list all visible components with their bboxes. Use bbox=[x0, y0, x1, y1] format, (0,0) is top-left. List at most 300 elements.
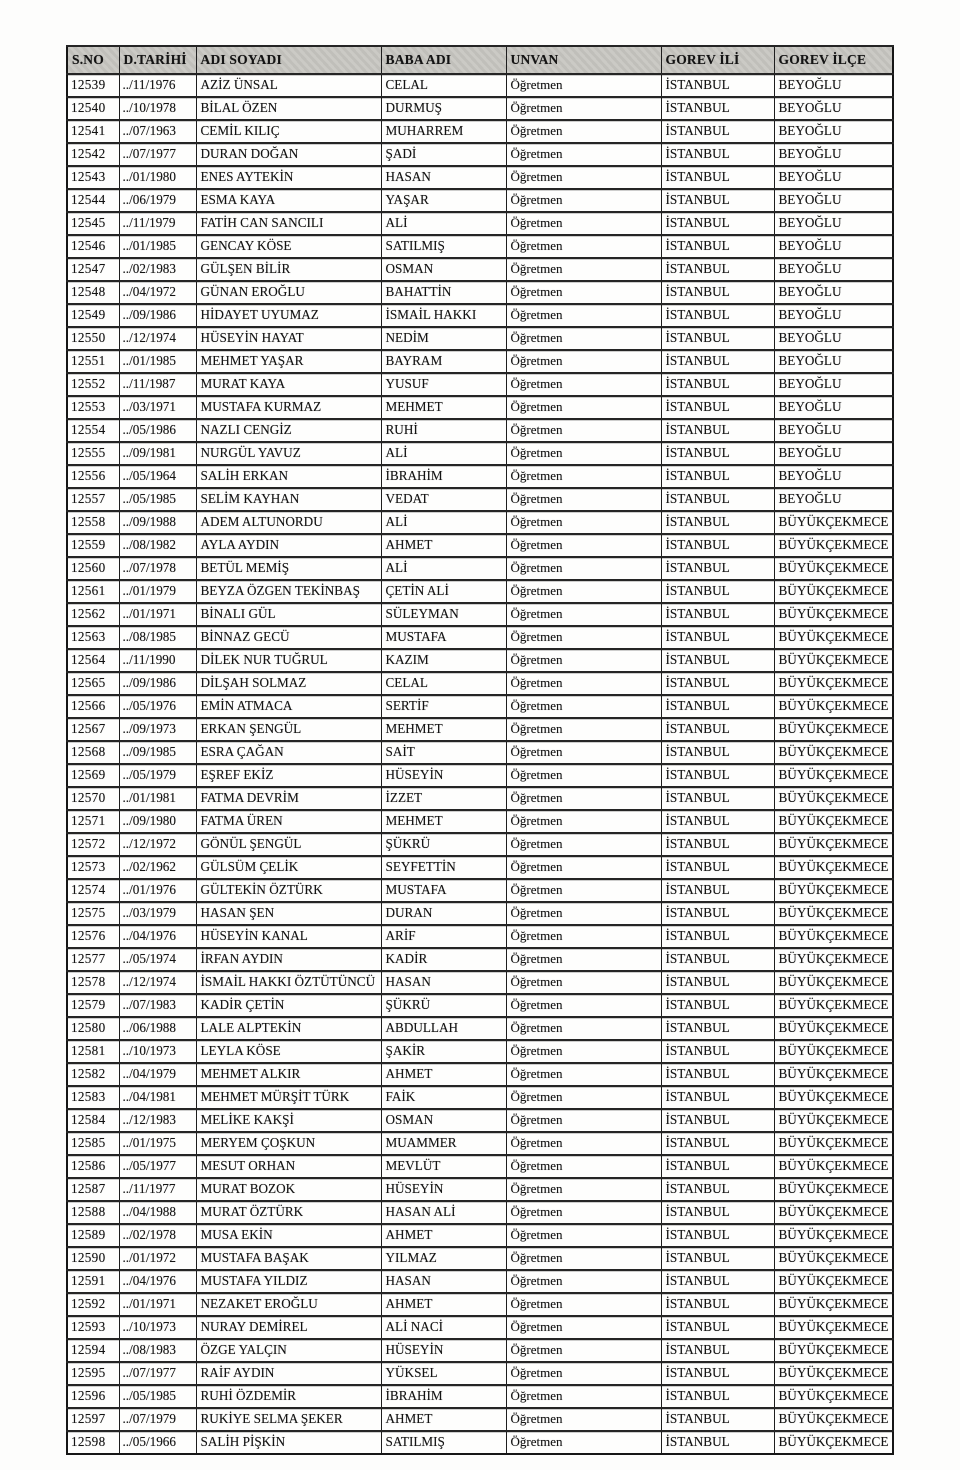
cell-duty-province: İSTANBUL bbox=[661, 764, 774, 787]
cell-full-name: AYLA AYDIN bbox=[196, 534, 381, 557]
cell-duty-district: BEYOĞLU bbox=[774, 373, 893, 396]
cell-father-name: HASAN bbox=[381, 1270, 506, 1293]
cell-duty-district: BÜYÜKÇEKMECE bbox=[774, 856, 893, 879]
cell-serial-no: 12566 bbox=[67, 695, 119, 718]
cell-duty-province: İSTANBUL bbox=[661, 1408, 774, 1431]
cell-birth-date: ../01/1971 bbox=[119, 603, 196, 626]
table-row bbox=[67, 948, 893, 971]
cell-serial-no: 12560 bbox=[67, 557, 119, 580]
table-row bbox=[67, 879, 893, 902]
cell-full-name: MURAT BOZOK bbox=[196, 1178, 381, 1201]
cell-title: Öğretmen bbox=[506, 488, 661, 511]
cell-title: Öğretmen bbox=[506, 1017, 661, 1040]
cell-title: Öğretmen bbox=[506, 1362, 661, 1385]
cell-duty-province: İSTANBUL bbox=[661, 120, 774, 143]
cell-duty-province: İSTANBUL bbox=[661, 97, 774, 120]
cell-father-name: MUHARREM bbox=[381, 120, 506, 143]
cell-duty-district: BÜYÜKÇEKMECE bbox=[774, 1017, 893, 1040]
cell-serial-no: 12569 bbox=[67, 764, 119, 787]
cell-father-name: NEDİM bbox=[381, 327, 506, 350]
cell-father-name: SEYFETTİN bbox=[381, 856, 506, 879]
cell-duty-district: BÜYÜKÇEKMECE bbox=[774, 787, 893, 810]
cell-birth-date: ../12/1974 bbox=[119, 971, 196, 994]
cell-birth-date: ../11/1979 bbox=[119, 212, 196, 235]
cell-title: Öğretmen bbox=[506, 1224, 661, 1247]
cell-duty-province: İSTANBUL bbox=[661, 534, 774, 557]
cell-title: Öğretmen bbox=[506, 948, 661, 971]
cell-duty-district: BÜYÜKÇEKMECE bbox=[774, 810, 893, 833]
cell-full-name: BİNNAZ GECÜ bbox=[196, 626, 381, 649]
cell-full-name: İRFAN AYDIN bbox=[196, 948, 381, 971]
cell-full-name: MEHMET ALKIR bbox=[196, 1063, 381, 1086]
cell-duty-district: BÜYÜKÇEKMECE bbox=[774, 879, 893, 902]
cell-serial-no: 12571 bbox=[67, 810, 119, 833]
cell-title: Öğretmen bbox=[506, 856, 661, 879]
cell-father-name: AHMET bbox=[381, 1408, 506, 1431]
cell-title: Öğretmen bbox=[506, 74, 661, 97]
cell-duty-district: BEYOĞLU bbox=[774, 304, 893, 327]
cell-birth-date: ../01/1985 bbox=[119, 350, 196, 373]
cell-duty-district: BÜYÜKÇEKMECE bbox=[774, 948, 893, 971]
table-row bbox=[67, 1086, 893, 1109]
cell-full-name: GENCAY KÖSE bbox=[196, 235, 381, 258]
cell-full-name: ERKAN ŞENGÜL bbox=[196, 718, 381, 741]
cell-full-name: ÖZGE YALÇIN bbox=[196, 1339, 381, 1362]
cell-duty-province: İSTANBUL bbox=[661, 1316, 774, 1339]
cell-serial-no: 12564 bbox=[67, 649, 119, 672]
cell-serial-no: 12542 bbox=[67, 143, 119, 166]
table-row bbox=[67, 304, 893, 327]
cell-duty-province: İSTANBUL bbox=[661, 879, 774, 902]
header-full-name: ADI SOYADI bbox=[196, 46, 381, 74]
table-row bbox=[67, 189, 893, 212]
cell-duty-district: BÜYÜKÇEKMECE bbox=[774, 1408, 893, 1431]
cell-duty-province: İSTANBUL bbox=[661, 649, 774, 672]
cell-birth-date: ../11/1987 bbox=[119, 373, 196, 396]
cell-title: Öğretmen bbox=[506, 350, 661, 373]
cell-title: Öğretmen bbox=[506, 465, 661, 488]
cell-duty-district: BEYOĞLU bbox=[774, 120, 893, 143]
cell-serial-no: 12545 bbox=[67, 212, 119, 235]
cell-full-name: İSMAİL HAKKI ÖZTÜTÜNCÜ bbox=[196, 971, 381, 994]
cell-birth-date: ../05/1977 bbox=[119, 1155, 196, 1178]
cell-serial-no: 12580 bbox=[67, 1017, 119, 1040]
cell-title: Öğretmen bbox=[506, 97, 661, 120]
cell-father-name: AHMET bbox=[381, 1293, 506, 1316]
cell-birth-date: ../12/1983 bbox=[119, 1109, 196, 1132]
cell-father-name: KADİR bbox=[381, 948, 506, 971]
cell-birth-date: ../03/1979 bbox=[119, 902, 196, 925]
cell-father-name: HASAN ALİ bbox=[381, 1201, 506, 1224]
cell-serial-no: 12544 bbox=[67, 189, 119, 212]
table-row bbox=[67, 1408, 893, 1431]
personnel-table bbox=[66, 45, 894, 1455]
cell-serial-no: 12567 bbox=[67, 718, 119, 741]
cell-father-name: SAİT bbox=[381, 741, 506, 764]
cell-birth-date: ../06/1988 bbox=[119, 1017, 196, 1040]
cell-birth-date: ../01/1985 bbox=[119, 235, 196, 258]
cell-duty-province: İSTANBUL bbox=[661, 672, 774, 695]
cell-duty-district: BEYOĞLU bbox=[774, 396, 893, 419]
cell-father-name: FAİK bbox=[381, 1086, 506, 1109]
cell-title: Öğretmen bbox=[506, 1431, 661, 1454]
cell-title: Öğretmen bbox=[506, 833, 661, 856]
table-row bbox=[67, 166, 893, 189]
cell-father-name: ALİ bbox=[381, 442, 506, 465]
cell-duty-province: İSTANBUL bbox=[661, 557, 774, 580]
cell-duty-district: BÜYÜKÇEKMECE bbox=[774, 1431, 893, 1454]
cell-serial-no: 12577 bbox=[67, 948, 119, 971]
cell-full-name: GÖNÜL ŞENGÜL bbox=[196, 833, 381, 856]
cell-father-name: İSMAİL HAKKI bbox=[381, 304, 506, 327]
table-row bbox=[67, 465, 893, 488]
table-row bbox=[67, 603, 893, 626]
cell-full-name: MUSA EKİN bbox=[196, 1224, 381, 1247]
cell-father-name: RUHİ bbox=[381, 419, 506, 442]
cell-title: Öğretmen bbox=[506, 764, 661, 787]
cell-serial-no: 12572 bbox=[67, 833, 119, 856]
cell-serial-no: 12561 bbox=[67, 580, 119, 603]
cell-duty-district: BÜYÜKÇEKMECE bbox=[774, 925, 893, 948]
cell-full-name: FATİH CAN SANCILI bbox=[196, 212, 381, 235]
table-row bbox=[67, 212, 893, 235]
cell-duty-district: BEYOĞLU bbox=[774, 97, 893, 120]
header-birth-date: D.TARİHİ bbox=[119, 46, 196, 74]
cell-full-name: ENES AYTEKİN bbox=[196, 166, 381, 189]
cell-title: Öğretmen bbox=[506, 1293, 661, 1316]
cell-father-name: İZZET bbox=[381, 787, 506, 810]
cell-serial-no: 12546 bbox=[67, 235, 119, 258]
cell-full-name: MUSTAFA BAŞAK bbox=[196, 1247, 381, 1270]
cell-birth-date: ../11/1990 bbox=[119, 649, 196, 672]
cell-duty-province: İSTANBUL bbox=[661, 833, 774, 856]
cell-birth-date: ../04/1981 bbox=[119, 1086, 196, 1109]
cell-duty-district: BÜYÜKÇEKMECE bbox=[774, 1178, 893, 1201]
cell-duty-district: BÜYÜKÇEKMECE bbox=[774, 672, 893, 695]
table-row bbox=[67, 488, 893, 511]
cell-title: Öğretmen bbox=[506, 1247, 661, 1270]
cell-duty-district: BEYOĞLU bbox=[774, 74, 893, 97]
cell-duty-district: BEYOĞLU bbox=[774, 350, 893, 373]
table-row bbox=[67, 925, 893, 948]
cell-duty-district: BEYOĞLU bbox=[774, 419, 893, 442]
cell-birth-date: ../05/1976 bbox=[119, 695, 196, 718]
cell-birth-date: ../07/1963 bbox=[119, 120, 196, 143]
cell-serial-no: 12589 bbox=[67, 1224, 119, 1247]
cell-birth-date: ../02/1983 bbox=[119, 258, 196, 281]
cell-full-name: MURAT ÖZTÜRK bbox=[196, 1201, 381, 1224]
cell-full-name: ESMA KAYA bbox=[196, 189, 381, 212]
cell-duty-district: BEYOĞLU bbox=[774, 143, 893, 166]
cell-title: Öğretmen bbox=[506, 166, 661, 189]
table-row bbox=[67, 281, 893, 304]
cell-duty-district: BÜYÜKÇEKMECE bbox=[774, 1224, 893, 1247]
cell-duty-district: BÜYÜKÇEKMECE bbox=[774, 1086, 893, 1109]
cell-serial-no: 12556 bbox=[67, 465, 119, 488]
cell-father-name: YUSUF bbox=[381, 373, 506, 396]
cell-title: Öğretmen bbox=[506, 1040, 661, 1063]
table-row bbox=[67, 580, 893, 603]
cell-father-name: BAHATTİN bbox=[381, 281, 506, 304]
cell-duty-province: İSTANBUL bbox=[661, 1385, 774, 1408]
cell-title: Öğretmen bbox=[506, 810, 661, 833]
cell-serial-no: 12596 bbox=[67, 1385, 119, 1408]
cell-full-name: MEHMET MÜRŞİT TÜRK bbox=[196, 1086, 381, 1109]
cell-title: Öğretmen bbox=[506, 235, 661, 258]
cell-birth-date: ../09/1981 bbox=[119, 442, 196, 465]
cell-title: Öğretmen bbox=[506, 994, 661, 1017]
cell-duty-province: İSTANBUL bbox=[661, 603, 774, 626]
cell-birth-date: ../10/1973 bbox=[119, 1316, 196, 1339]
cell-full-name: AZİZ ÜNSAL bbox=[196, 74, 381, 97]
cell-full-name: MELİKE KAKŞİ bbox=[196, 1109, 381, 1132]
cell-duty-province: İSTANBUL bbox=[661, 350, 774, 373]
table-row bbox=[67, 350, 893, 373]
cell-duty-province: İSTANBUL bbox=[661, 626, 774, 649]
cell-duty-province: İSTANBUL bbox=[661, 1362, 774, 1385]
table-row bbox=[67, 396, 893, 419]
cell-title: Öğretmen bbox=[506, 557, 661, 580]
table-row bbox=[67, 994, 893, 1017]
table-row bbox=[67, 1063, 893, 1086]
cell-birth-date: ../05/1985 bbox=[119, 488, 196, 511]
table-row bbox=[67, 1431, 893, 1454]
header-row bbox=[67, 46, 893, 74]
cell-birth-date: ../08/1985 bbox=[119, 626, 196, 649]
table-row bbox=[67, 1247, 893, 1270]
cell-title: Öğretmen bbox=[506, 511, 661, 534]
cell-full-name: GÜLTEKİN ÖZTÜRK bbox=[196, 879, 381, 902]
table-row bbox=[67, 511, 893, 534]
table-row bbox=[67, 1339, 893, 1362]
cell-duty-district: BÜYÜKÇEKMECE bbox=[774, 902, 893, 925]
cell-full-name: MUSTAFA KURMAZ bbox=[196, 396, 381, 419]
cell-title: Öğretmen bbox=[506, 902, 661, 925]
cell-title: Öğretmen bbox=[506, 1385, 661, 1408]
cell-father-name: BAYRAM bbox=[381, 350, 506, 373]
cell-birth-date: ../02/1978 bbox=[119, 1224, 196, 1247]
cell-duty-province: İSTANBUL bbox=[661, 787, 774, 810]
table-row bbox=[67, 1109, 893, 1132]
cell-duty-district: BEYOĞLU bbox=[774, 212, 893, 235]
table-row bbox=[67, 649, 893, 672]
cell-duty-province: İSTANBUL bbox=[661, 396, 774, 419]
cell-birth-date: ../07/1979 bbox=[119, 1408, 196, 1431]
cell-serial-no: 12549 bbox=[67, 304, 119, 327]
table-row bbox=[67, 764, 893, 787]
cell-duty-province: İSTANBUL bbox=[661, 74, 774, 97]
cell-title: Öğretmen bbox=[506, 258, 661, 281]
cell-serial-no: 12552 bbox=[67, 373, 119, 396]
cell-birth-date: ../01/1979 bbox=[119, 580, 196, 603]
cell-title: Öğretmen bbox=[506, 626, 661, 649]
header-title: UNVAN bbox=[506, 46, 661, 74]
cell-title: Öğretmen bbox=[506, 534, 661, 557]
cell-title: Öğretmen bbox=[506, 1408, 661, 1431]
cell-full-name: RUKİYE SELMA ŞEKER bbox=[196, 1408, 381, 1431]
cell-title: Öğretmen bbox=[506, 603, 661, 626]
cell-birth-date: ../09/1973 bbox=[119, 718, 196, 741]
cell-duty-province: İSTANBUL bbox=[661, 419, 774, 442]
cell-title: Öğretmen bbox=[506, 787, 661, 810]
table-row bbox=[67, 1178, 893, 1201]
cell-duty-district: BÜYÜKÇEKMECE bbox=[774, 1132, 893, 1155]
cell-duty-district: BÜYÜKÇEKMECE bbox=[774, 1201, 893, 1224]
cell-title: Öğretmen bbox=[506, 925, 661, 948]
cell-title: Öğretmen bbox=[506, 189, 661, 212]
cell-full-name: BEYZA ÖZGEN TEKİNBAŞ bbox=[196, 580, 381, 603]
cell-father-name: MEHMET bbox=[381, 810, 506, 833]
cell-title: Öğretmen bbox=[506, 1178, 661, 1201]
cell-title: Öğretmen bbox=[506, 442, 661, 465]
cell-serial-no: 12593 bbox=[67, 1316, 119, 1339]
cell-birth-date: ../09/1986 bbox=[119, 304, 196, 327]
cell-birth-date: ../01/1971 bbox=[119, 1293, 196, 1316]
table-row bbox=[67, 534, 893, 557]
cell-duty-province: İSTANBUL bbox=[661, 1017, 774, 1040]
cell-duty-province: İSTANBUL bbox=[661, 189, 774, 212]
cell-full-name: MUSTAFA YILDIZ bbox=[196, 1270, 381, 1293]
cell-duty-province: İSTANBUL bbox=[661, 718, 774, 741]
cell-full-name: HÜSEYİN HAYAT bbox=[196, 327, 381, 350]
cell-birth-date: ../05/1974 bbox=[119, 948, 196, 971]
cell-father-name: MUSTAFA bbox=[381, 626, 506, 649]
table-row bbox=[67, 787, 893, 810]
cell-serial-no: 12576 bbox=[67, 925, 119, 948]
cell-serial-no: 12548 bbox=[67, 281, 119, 304]
cell-duty-district: BÜYÜKÇEKMECE bbox=[774, 626, 893, 649]
cell-father-name: YAŞAR bbox=[381, 189, 506, 212]
cell-father-name: VEDAT bbox=[381, 488, 506, 511]
cell-birth-date: ../01/1975 bbox=[119, 1132, 196, 1155]
cell-serial-no: 12578 bbox=[67, 971, 119, 994]
cell-serial-no: 12590 bbox=[67, 1247, 119, 1270]
table-row bbox=[67, 557, 893, 580]
table-row bbox=[67, 810, 893, 833]
cell-father-name: ARİF bbox=[381, 925, 506, 948]
cell-birth-date: ../04/1988 bbox=[119, 1201, 196, 1224]
cell-full-name: NURAY DEMİREL bbox=[196, 1316, 381, 1339]
cell-father-name: DURAN bbox=[381, 902, 506, 925]
cell-serial-no: 12594 bbox=[67, 1339, 119, 1362]
cell-duty-province: İSTANBUL bbox=[661, 1063, 774, 1086]
cell-duty-district: BÜYÜKÇEKMECE bbox=[774, 741, 893, 764]
cell-full-name: SALİH ERKAN bbox=[196, 465, 381, 488]
cell-title: Öğretmen bbox=[506, 120, 661, 143]
cell-father-name: HASAN bbox=[381, 971, 506, 994]
cell-father-name: HÜSEYİN bbox=[381, 1339, 506, 1362]
cell-serial-no: 12557 bbox=[67, 488, 119, 511]
cell-full-name: DİLŞAH SOLMAZ bbox=[196, 672, 381, 695]
cell-serial-no: 12587 bbox=[67, 1178, 119, 1201]
cell-father-name: ŞÜKRÜ bbox=[381, 994, 506, 1017]
cell-birth-date: ../09/1988 bbox=[119, 511, 196, 534]
cell-duty-province: İSTANBUL bbox=[661, 511, 774, 534]
table-row bbox=[67, 1362, 893, 1385]
cell-duty-district: BÜYÜKÇEKMECE bbox=[774, 1362, 893, 1385]
table-row bbox=[67, 1201, 893, 1224]
cell-duty-district: BÜYÜKÇEKMECE bbox=[774, 580, 893, 603]
cell-father-name: SERTİF bbox=[381, 695, 506, 718]
cell-duty-province: İSTANBUL bbox=[661, 1155, 774, 1178]
table-row bbox=[67, 74, 893, 97]
cell-duty-province: İSTANBUL bbox=[661, 373, 774, 396]
cell-duty-district: BÜYÜKÇEKMECE bbox=[774, 534, 893, 557]
cell-duty-province: İSTANBUL bbox=[661, 1132, 774, 1155]
cell-duty-district: BÜYÜKÇEKMECE bbox=[774, 1339, 893, 1362]
table-row bbox=[67, 143, 893, 166]
cell-birth-date: ../04/1979 bbox=[119, 1063, 196, 1086]
table-row bbox=[67, 695, 893, 718]
cell-birth-date: ../05/1986 bbox=[119, 419, 196, 442]
cell-serial-no: 12574 bbox=[67, 879, 119, 902]
cell-serial-no: 12558 bbox=[67, 511, 119, 534]
cell-father-name: HÜSEYİN bbox=[381, 764, 506, 787]
cell-title: Öğretmen bbox=[506, 649, 661, 672]
table-row bbox=[67, 1316, 893, 1339]
cell-serial-no: 12598 bbox=[67, 1431, 119, 1454]
cell-title: Öğretmen bbox=[506, 695, 661, 718]
cell-birth-date: ../04/1976 bbox=[119, 1270, 196, 1293]
table-row bbox=[67, 1040, 893, 1063]
table-row bbox=[67, 1270, 893, 1293]
header-father-name: BABA ADI bbox=[381, 46, 506, 74]
cell-title: Öğretmen bbox=[506, 741, 661, 764]
cell-father-name: MEHMET bbox=[381, 396, 506, 419]
cell-father-name: ŞAKİR bbox=[381, 1040, 506, 1063]
cell-title: Öğretmen bbox=[506, 1316, 661, 1339]
cell-father-name: İBRAHİM bbox=[381, 465, 506, 488]
cell-duty-province: İSTANBUL bbox=[661, 1339, 774, 1362]
cell-duty-province: İSTANBUL bbox=[661, 166, 774, 189]
cell-title: Öğretmen bbox=[506, 304, 661, 327]
table-body bbox=[67, 74, 893, 1454]
table-row bbox=[67, 442, 893, 465]
cell-birth-date: ../09/1985 bbox=[119, 741, 196, 764]
cell-duty-province: İSTANBUL bbox=[661, 856, 774, 879]
cell-birth-date: ../09/1986 bbox=[119, 672, 196, 695]
cell-birth-date: ../08/1982 bbox=[119, 534, 196, 557]
cell-duty-province: İSTANBUL bbox=[661, 327, 774, 350]
cell-serial-no: 12559 bbox=[67, 534, 119, 557]
cell-birth-date: ../12/1974 bbox=[119, 327, 196, 350]
table-row bbox=[67, 1293, 893, 1316]
cell-serial-no: 12584 bbox=[67, 1109, 119, 1132]
cell-full-name: DURAN DOĞAN bbox=[196, 143, 381, 166]
cell-father-name: ALİ bbox=[381, 212, 506, 235]
cell-duty-district: BÜYÜKÇEKMECE bbox=[774, 1247, 893, 1270]
cell-full-name: MERYEM ÇOŞKUN bbox=[196, 1132, 381, 1155]
cell-full-name: CEMİL KILIÇ bbox=[196, 120, 381, 143]
cell-duty-district: BÜYÜKÇEKMECE bbox=[774, 1155, 893, 1178]
cell-full-name: FATMA ÜREN bbox=[196, 810, 381, 833]
table-row bbox=[67, 120, 893, 143]
cell-serial-no: 12586 bbox=[67, 1155, 119, 1178]
cell-full-name: MURAT KAYA bbox=[196, 373, 381, 396]
cell-birth-date: ../12/1972 bbox=[119, 833, 196, 856]
cell-birth-date: ../04/1972 bbox=[119, 281, 196, 304]
cell-serial-no: 12592 bbox=[67, 1293, 119, 1316]
cell-father-name: MEHMET bbox=[381, 718, 506, 741]
cell-duty-province: İSTANBUL bbox=[661, 1201, 774, 1224]
cell-serial-no: 12540 bbox=[67, 97, 119, 120]
cell-serial-no: 12583 bbox=[67, 1086, 119, 1109]
cell-full-name: ADEM ALTUNORDU bbox=[196, 511, 381, 534]
table-row bbox=[67, 1385, 893, 1408]
table-row bbox=[67, 672, 893, 695]
cell-serial-no: 12568 bbox=[67, 741, 119, 764]
cell-duty-district: BÜYÜKÇEKMECE bbox=[774, 557, 893, 580]
